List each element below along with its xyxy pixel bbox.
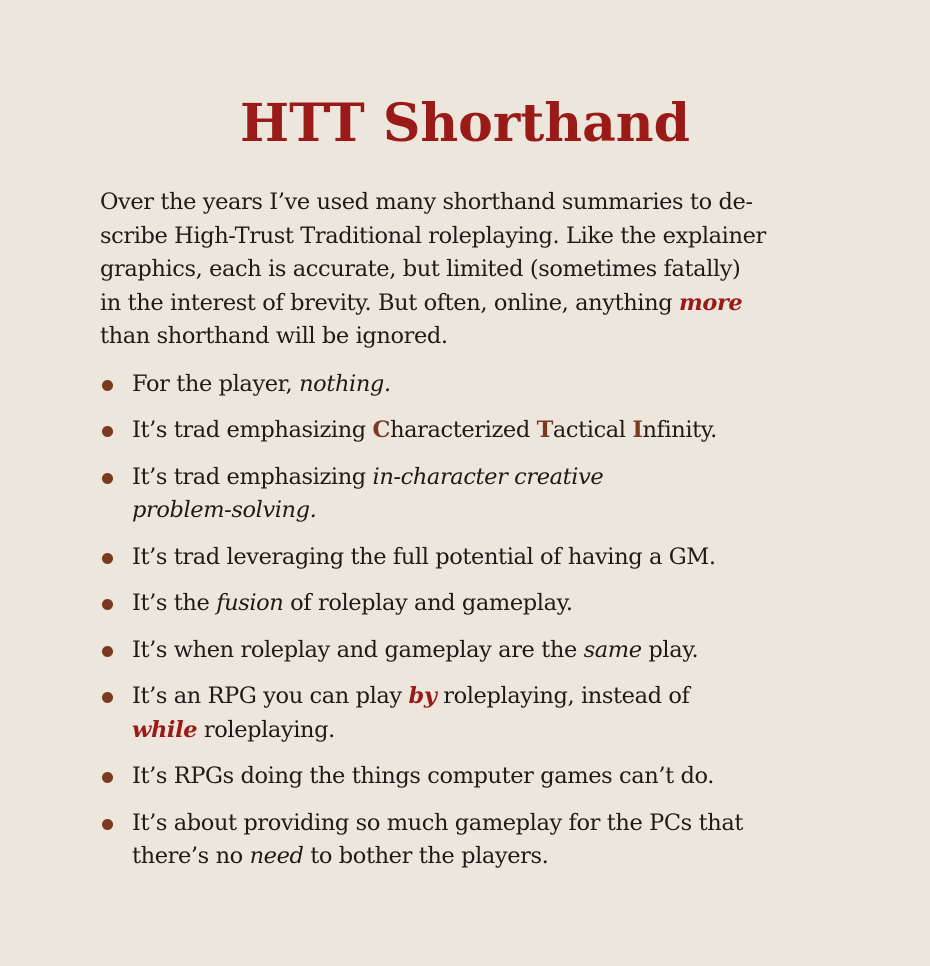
intro-line	[100, 287, 836, 321]
bullet-emphasis: in-character creative	[372, 463, 604, 490]
bullet-dot-icon	[102, 380, 113, 391]
bullet-dot-icon	[102, 426, 113, 437]
bullet-dot-icon	[102, 553, 113, 564]
page-title: HTT Shorthand	[240, 93, 690, 154]
intro-paragraph	[100, 186, 836, 354]
bullet-dot-icon	[102, 692, 113, 703]
bullet-dot-icon	[102, 473, 113, 484]
bullet-dot-icon	[102, 819, 113, 830]
bullet-emphasis: nothing.	[299, 370, 391, 397]
shorthand-list	[100, 368, 830, 874]
bullet-text: For the player,	[132, 370, 300, 397]
bullet-dot-icon	[102, 599, 113, 610]
bullet-text: It’s an RPG you can play	[132, 683, 409, 709]
bullet-emphasis: problem-solving.	[132, 497, 317, 523]
bullet-text: of roleplay and gameplay.	[283, 590, 573, 616]
bullet-dot-icon	[102, 646, 113, 657]
intro-text: in the interest of brevity. But often, online, anything	[100, 289, 679, 316]
bullet-text: It’s the	[132, 590, 217, 616]
intro-line: Over the years I’ve used many shorthand summaries to de-	[100, 189, 753, 215]
bullet-text: actical	[552, 417, 633, 443]
list-item	[100, 461, 830, 528]
list-item	[100, 760, 830, 794]
bullet-dot-icon	[102, 772, 113, 783]
bullet-text: It’s RPGs doing the things computer games can’t do.	[132, 763, 715, 789]
list-item	[100, 541, 830, 575]
list-item	[100, 634, 830, 668]
list-item	[100, 680, 830, 747]
bullet-text: roleplaying.	[197, 716, 335, 743]
bullet-text: It’s trad emphasizing	[132, 417, 373, 443]
list-item	[100, 368, 830, 402]
bullet-text: play.	[641, 636, 699, 663]
emphasis-more: more	[678, 289, 743, 316]
bullet-text: roleplaying, instead of	[436, 683, 690, 709]
acronym-letter-i: I	[632, 417, 643, 443]
list-item	[100, 587, 830, 621]
bullet-text: nfinity.	[642, 417, 717, 443]
bullet-emphasis: fusion	[216, 590, 284, 616]
bullet-emphasis: need	[249, 843, 304, 869]
list-item	[100, 807, 830, 874]
bullet-text: It’s trad leveraging the full potential of having a GM.	[132, 543, 716, 570]
list-item	[100, 414, 830, 448]
emphasis-while: while	[132, 716, 198, 743]
bullet-text: there’s no	[132, 843, 250, 869]
bullet-text: It’s trad emphasizing	[132, 463, 373, 490]
intro-line: graphics, each is accurate, but limited (sometimes fatally)	[100, 256, 741, 282]
emphasis-by: by	[408, 683, 437, 709]
acronym-letter-c: C	[372, 417, 391, 443]
intro-line: than shorthand will be ignored.	[100, 323, 448, 349]
bullet-emphasis: same	[583, 636, 642, 663]
bullet-text: It’s when roleplay and gameplay are the	[132, 636, 584, 663]
bullet-text: It’s about providing so much gameplay for the PCs that	[132, 809, 743, 836]
bullet-text: haracterized	[390, 417, 537, 443]
acronym-letter-t: T	[536, 417, 553, 443]
bullet-text: to bother the players.	[303, 843, 549, 869]
intro-line: scribe High-Trust Traditional roleplaying. Like the explainer	[100, 222, 766, 249]
